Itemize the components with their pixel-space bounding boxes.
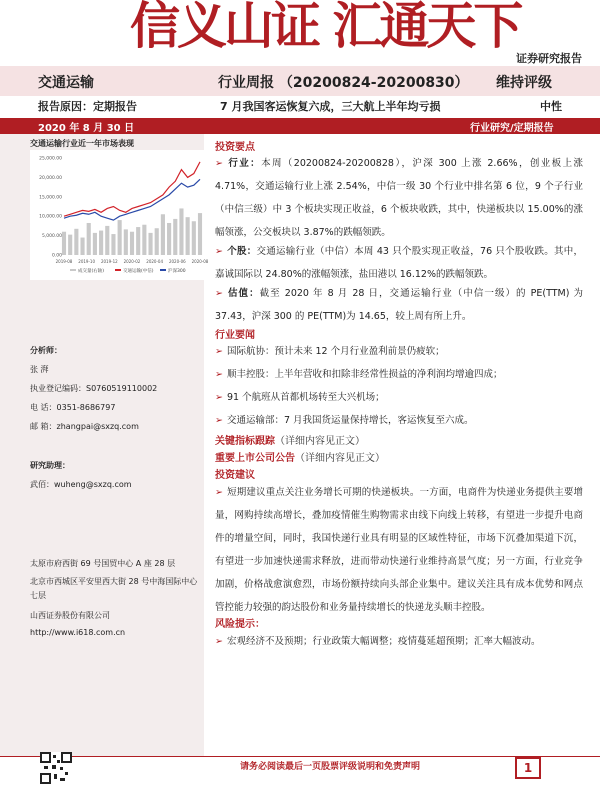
company-website[interactable]: http://www.i618.com.cn bbox=[30, 628, 126, 637]
analyst-phone: 电 话：0351-8686797 bbox=[30, 403, 116, 412]
volume-bar bbox=[142, 225, 146, 255]
volume-bar bbox=[80, 238, 84, 255]
assistant-label: 研究助理： bbox=[30, 461, 70, 470]
address-taiyuan: 太原市府西街 69 号国贸中心 A 座 28 层 bbox=[30, 559, 176, 568]
text-valuation: 截至 2020 年 8 月 28 日，交通运输行业（中信一级）的 PE(TTM) 为 37.43，沪深 300 的 PE(TTM)为 14.65，较上周有所上升。 bbox=[215, 288, 583, 322]
address-beijing: 北京市西城区平安里西大街 28 号中海国际中心七层 bbox=[30, 577, 198, 600]
x-tick-label: 2019-08 bbox=[55, 259, 73, 264]
volume-bar bbox=[155, 228, 159, 255]
volume-bar bbox=[130, 232, 134, 255]
bullet-icon: ➢ bbox=[215, 636, 223, 647]
legend-label: 成交量(右轴) bbox=[78, 269, 105, 274]
bullet-icon: ➢ bbox=[215, 415, 223, 426]
volume-bar bbox=[136, 227, 140, 255]
paragraph-risk bbox=[215, 630, 583, 653]
volume-bar bbox=[87, 223, 91, 255]
analyst-cert: 执业登记编码：S0760519110002 bbox=[30, 384, 158, 393]
analyst-name: 张 湃 bbox=[30, 365, 49, 374]
bullet-icon: ➢ bbox=[215, 392, 223, 403]
y-tick-label: 10,000.00 bbox=[39, 214, 62, 220]
section-announcements: 重要上市公司公告（详细内容见正文） bbox=[215, 453, 385, 464]
x-tick-label: 2019-10 bbox=[78, 259, 96, 264]
report-subtitle: 7 月我国客运恢复六成，三大航上半年均亏损 bbox=[220, 100, 441, 113]
label-industry: 行业： bbox=[226, 158, 262, 169]
x-tick-label: 2020-06 bbox=[168, 259, 186, 264]
assistant-email[interactable]: 武佰：wuheng@sxzq.com bbox=[30, 480, 132, 489]
volume-bar bbox=[62, 232, 66, 255]
volume-bar bbox=[99, 231, 103, 255]
news-item: ➢ 交通运输部：7 月我国货运量保持增长，客运恢复至六成。 bbox=[215, 415, 474, 426]
section-risk: 风险提示： bbox=[215, 619, 265, 630]
bullet-icon: ➢ bbox=[215, 346, 223, 357]
indicators-note: （详细内容见正文） bbox=[275, 436, 365, 447]
report-date: 2020 年 8 月 30 日 bbox=[38, 123, 135, 134]
legend-label: 沪深300 bbox=[168, 269, 186, 274]
announcements-note: （详细内容见正文） bbox=[295, 453, 385, 464]
footer-divider bbox=[0, 756, 600, 757]
date-bar bbox=[0, 118, 600, 134]
section-advice: 投资建议 bbox=[215, 470, 255, 481]
brand-slogan: 信义山证 汇通天下 bbox=[130, 0, 521, 55]
x-tick-label: 2020-04 bbox=[146, 259, 164, 264]
volume-bar bbox=[111, 234, 115, 255]
rating-label: 维持评级 bbox=[496, 75, 552, 91]
footer-disclaimer: 请务必阅读最后一页股票评级说明和免责声明 bbox=[240, 762, 421, 772]
section-news: 行业要闻 bbox=[215, 330, 255, 341]
x-tick-label: 2020-02 bbox=[123, 259, 141, 264]
legend-swatch bbox=[70, 269, 76, 271]
paragraph-industry bbox=[215, 152, 583, 244]
bullet-icon: ➢ bbox=[215, 288, 223, 299]
legend-swatch bbox=[160, 269, 166, 271]
section-investment-points: 投资要点 bbox=[215, 142, 255, 153]
volume-bar bbox=[118, 220, 122, 255]
paragraph-stocks bbox=[215, 240, 583, 286]
legend-label: 交通运输(中信) bbox=[123, 269, 154, 274]
report-reason: 报告原因：定期报告 bbox=[38, 100, 137, 113]
text-advice: 短期建议重点关注业务增长可期的快递板块。一方面，电商件为快递业务提供主要增量，网购持续高增长，叠加疫情催生购物需求由线下向线上转移，有望进一步提升电商件的增量空间，同时，我国快递行业具有明显的区域性特征，市场下沉叠加渠道下沉，有望进一步加速快递需求释放，进而带动快递行业维持高景气度；另一方面，行业竞争加剧，价格战愈演愈烈，市场份额持续向头部企业集中。建议关注具有成本优势和网点管控能力较强的韵达股份和业务量持续增长的快递龙头顺丰控股。 bbox=[215, 487, 583, 613]
volume-bar bbox=[186, 217, 190, 255]
volume-bar bbox=[161, 214, 165, 255]
paragraph-valuation bbox=[215, 282, 583, 328]
label-valuation: 估值： bbox=[226, 288, 260, 299]
volume-bar bbox=[68, 235, 72, 255]
volume-bar bbox=[124, 229, 128, 255]
news-item: ➢ 国际航协：预计未来 12 个月行业盈利前景仍疲软； bbox=[215, 346, 445, 357]
news-item: ➢ 顺丰控股：上半年营收和扣除非经常性损益的净利润均增逾四成； bbox=[215, 369, 503, 380]
volume-bar bbox=[105, 226, 109, 255]
text-industry: 本周（20200824-20200828），沪深 300 上涨 2.66%，创业板上涨 4.71%，交通运输行业上涨 2.54%，中信一级 30 个行业中排名第 6 位，9 个子行业（中信三级）中 3 个板块实现正收益，6 个板块收跌，其中，快递板块以 15.00%的涨幅领涨，公交板块以 3.87%的跌幅领跌。 bbox=[215, 158, 583, 238]
volume-bar bbox=[198, 213, 202, 255]
y-tick-label: 20,000.00 bbox=[39, 175, 62, 181]
market-chart bbox=[30, 150, 209, 280]
report-kind: 行业周报 （20200824-20200830） bbox=[218, 75, 469, 91]
analyst-email[interactable]: 邮 箱：zhangpai@sxzq.com bbox=[30, 422, 139, 431]
bullet-icon: ➢ bbox=[215, 487, 223, 498]
rating-value: 中性 bbox=[540, 100, 562, 113]
volume-bar bbox=[93, 233, 97, 255]
y-tick-label: 5,000.00 bbox=[41, 234, 62, 240]
volume-bar bbox=[173, 219, 177, 255]
section-indicators: 关键指标跟踪（详细内容见正文） bbox=[215, 436, 365, 447]
volume-bar bbox=[192, 221, 196, 255]
chart-title: 交通运输行业近一年市场表现 bbox=[30, 139, 134, 148]
paragraph-advice bbox=[215, 481, 583, 619]
report-type: 证券研究报告 bbox=[516, 52, 582, 65]
subheader bbox=[0, 96, 600, 116]
volume-bar bbox=[74, 229, 78, 255]
analyst-label: 分析师： bbox=[30, 346, 62, 355]
page-number: 1 bbox=[515, 757, 541, 779]
label-stocks: 个股： bbox=[226, 246, 257, 257]
bullet-icon: ➢ bbox=[215, 246, 223, 257]
report-category: 行业研究/定期报告 bbox=[470, 123, 554, 134]
bullet-icon: ➢ bbox=[215, 158, 223, 169]
legend-swatch bbox=[115, 269, 121, 271]
bullet-icon: ➢ bbox=[215, 369, 223, 380]
industry-title: 交通运输 bbox=[38, 75, 94, 91]
volume-bar bbox=[179, 208, 183, 255]
x-tick-label: 2020-08 bbox=[191, 259, 209, 264]
header-band bbox=[0, 66, 600, 96]
text-stocks: 交通运输行业（中信）本周 43 只个股实现正收益，76 只个股收跌。其中，嘉诚国际以 24.80%的涨幅领涨，盐田港以 16.12%的跌幅领跌。 bbox=[215, 246, 583, 280]
text-risk: 宏观经济不及预期；行业政策大幅调整；疫情蔓延超预期；汇率大幅波动。 bbox=[226, 636, 541, 647]
y-tick-label: 25,000.00 bbox=[39, 156, 62, 162]
news-item: ➢ 91 个航班从首都机场转至大兴机场； bbox=[215, 392, 385, 403]
company-name: 山西证券股份有限公司 bbox=[30, 611, 110, 620]
volume-bar bbox=[167, 223, 171, 255]
y-tick-label: 15,000.00 bbox=[39, 195, 62, 201]
volume-bar bbox=[148, 233, 152, 255]
qr-code-icon bbox=[40, 752, 72, 784]
x-tick-label: 2019-12 bbox=[100, 259, 118, 264]
y-tick-label: 0.00 bbox=[51, 253, 62, 259]
